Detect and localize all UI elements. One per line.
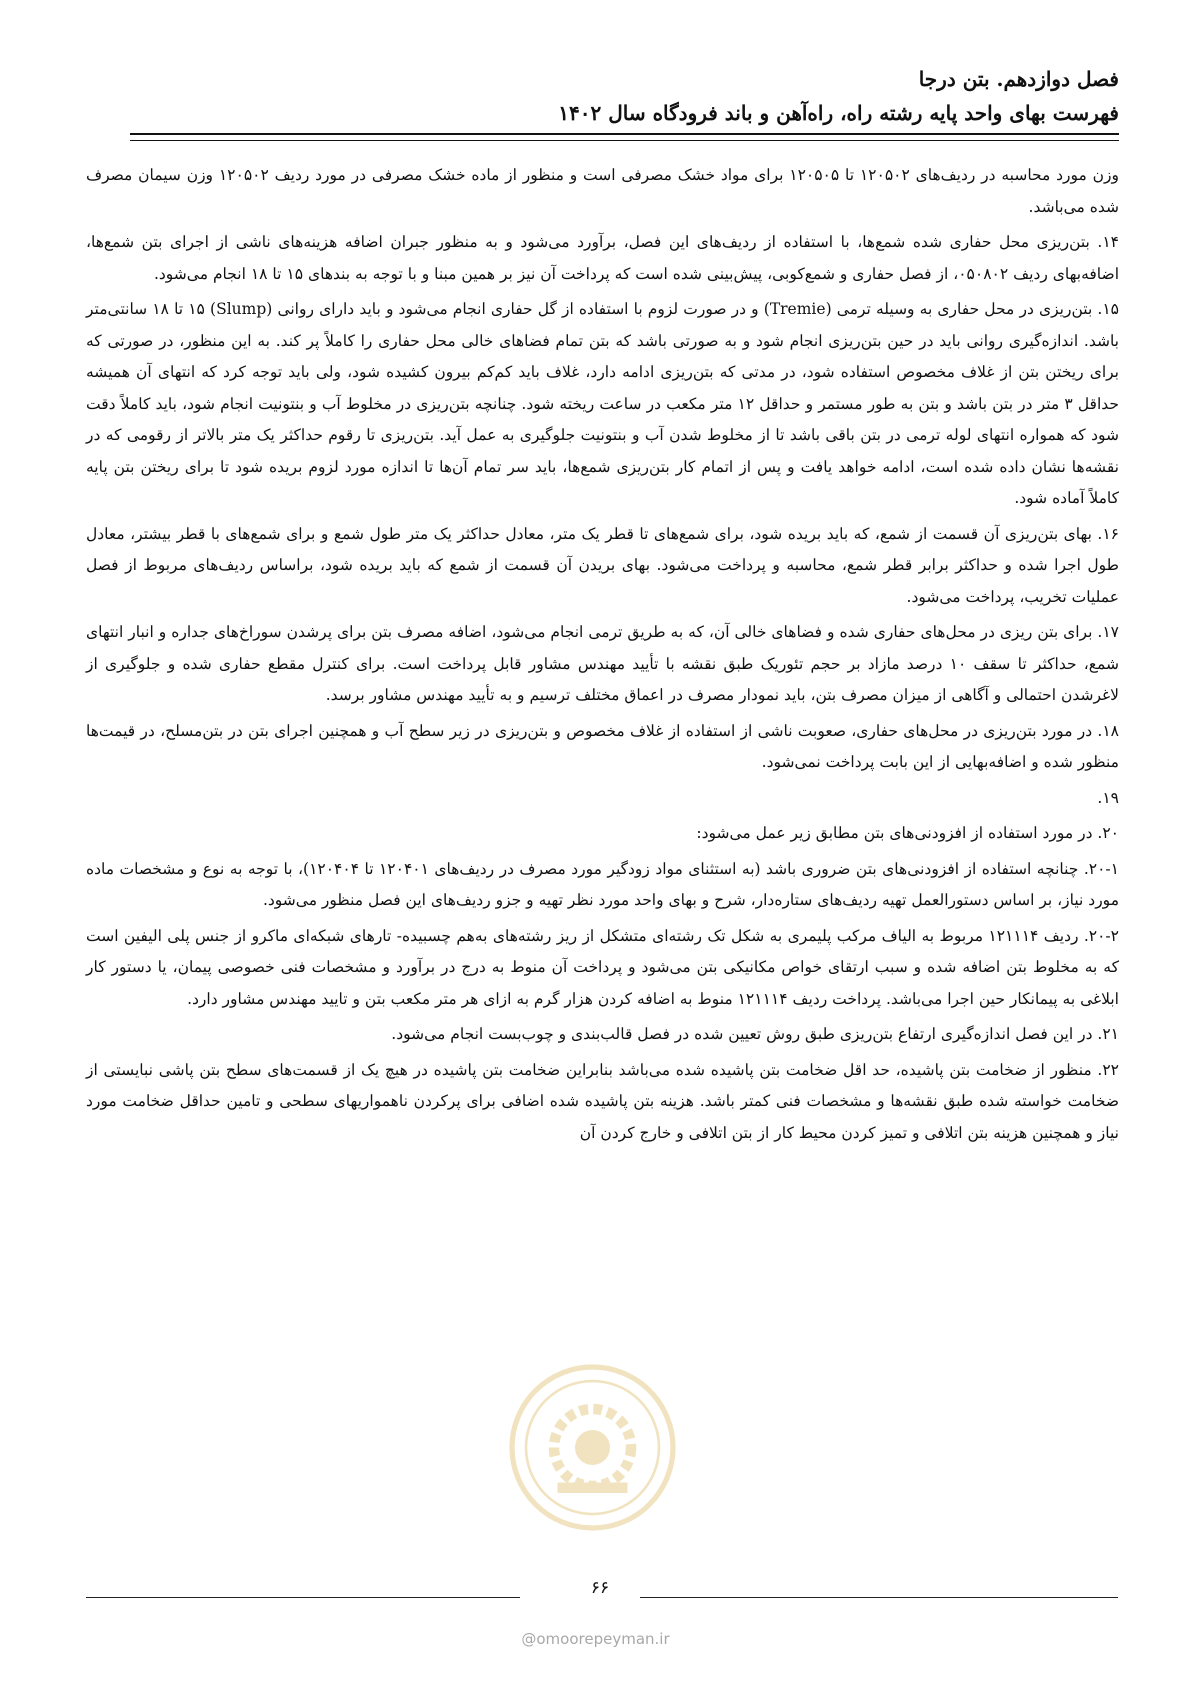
- paragraph-15: ۱۵. بتن‌ریزی در محل حفاری به وسیله ترمی (Tremie) و در صورت لزوم با استفاده از گل حفاری انجام می‌شود و باید دارای روانی (Slump) ۱۵ تا ۱۸ سانتی‌متر باشد. اندازه‌گیری روانی باید در حین بتن‌ریزی انجام شود و به صورتی باشد که بتن تمام فضاهای خالی محل حفاری را کاملاً پر کند. به این منظور، در صورتی که برای ریختن بتن از غلاف مخصوص استفاده شود، در مدتی که بتن‌ریزی ادامه دارد، غلاف باید کم‌کم بیرون کشیده شود، ولی باید توجه کرد که انتهای آن همیشه حداقل ۳ متر در بتن باشد و بتن به طور مستمر و حداقل ۱۲ متر مکعب در ساعت ریخته شود. چنانچه بتن‌ریزی در مخلوط آب و بنتونیت انجام شود، باید کاملاً دقت شود که همواره انتهای لوله ترمی در بتن باقی باشد تا از مخلوط شدن آب و بنتونیت جلوگیری به عمل آید. بتن‌ریزی تا رقوم حداکثر یک متر بالاتر از رقومی که در نقشه‌ها نشان داده شده است، ادامه خواهد یافت و پس از اتمام کار بتن‌ریزی شمع‌ها، باید سر تمام آن‌ها تا اندازه مورد لزوم بریده شود تا برای ریختن بتن پایه کاملاً آماده شود.: [86, 300, 1119, 507]
- paragraph-16: ۱۶. بهای بتن‌ریزی آن قسمت از شمع، که باید بریده شود، برای شمع‌های تا قطر یک متر، معادل حداکثر یک متر طول شمع و برای شمع‌های با قطر بیشتر، معادل طول اجرا شده و حداکثر برابر قطر شمع، محاسبه و پرداخت می‌شود. بهای بریدن آن قسمت از شمع که باید بریده شود، براساس ردیف‌های مربوط از فصل عملیات تخریب، پرداخت می‌شود.: [86, 524, 1119, 606]
- footer-rule-right: [640, 1597, 1118, 1598]
- paragraph-17: ۱۷. برای بتن ریزی در محل‌های حفاری شده و فضاهای خالی آن، که به طریق ترمی انجام می‌شود، اضافه مصرف بتن برای پرشدن سوراخ‌های جداره و انبار انتهای شمع، حداکثر تا سقف ۱۰ درصد مازاد بر حجم تئوریک طبق نقشه با تأیید مهندس مشاور قابل پرداخت است. برای کنترل مقطع حفاری شده و جلوگیری از لاغرشدن احتمالی و آگاهی از میزان مصرف بتن، باید نمودار مصرف در اعماق مختلف ترسیم و به تأیید مهندس مشاور برسد.: [86, 623, 1119, 704]
- paragraph-20-2: ۲۰-۲. ردیف ۱۲۱۱۱۴ مربوط به الیاف مرکب پلیمری به شکل تک رشته‌ای متشکل از ریز رشته‌های به‌هم چسبیده- تارهای شبکه‌ای ماکرو از جنس پلی الیفین است که به مخلوط بتن اضافه شده و سبب ارتقای خواص مکانیکی بتن می‌شود و پرداخت آن منوط به درج در برآورد و مشخصات فنی خصوصی پیمان، یا دستور کار ابلاغی به پیمانکار حین اجرا می‌باشد. پرداخت ردیف ۱۲۱۱۱۴ منوط به اضافه کردن هزار گرم به ازای هر متر مکعب بتن و تایید مهندس مشاور دارد.: [86, 926, 1119, 1008]
- header-divider: [130, 133, 1119, 141]
- paragraph-18: ۱۸. در مورد بتن‌ریزی در محل‌های حفاری، صعوبت ناشی از استفاده از غلاف مخصوص و بتن‌ریزی در زیر سطح آب و همچنین اجرای بتن در بتن‌مسلح، در قیمت‌ها منظور شده و اضافه‌بهایی از این بابت پرداخت نمی‌شود.: [86, 721, 1119, 771]
- page-header: [130, 62, 1119, 130]
- paragraph-22: ۲۲. منظور از ضخامت بتن پاشیده، حد اقل ضخامت بتن پاشیده شده می‌باشد بنابراین ضخامت بتن پاشیده در هیچ یک از قسمت‌های سطح بتن پاشی نبایستی از ضخامت خواسته شده طبق نقشه‌ها و مشخصات فنی کمتر باشد. هزینه بتن پاشیده شده اضافی برای پرکردن ناهمواریهای سطحی و تامین حداقل ضخامت مورد نیاز و همچنین هزینه بتن اتلافی و تمیز کردن محیط کار از بتن اتلافی و خارج کردن آن: [86, 1060, 1119, 1142]
- page-number: ۶۶: [590, 1578, 610, 1598]
- paragraph-21: ۲۱. در این فصل اندازه‌گیری ارتفاع بتن‌ریزی طبق روش تعیین شده در فصل قالب‌بندی و چوب‌بست انجام می‌شود.: [391, 1025, 1119, 1043]
- body-text: [86, 160, 1119, 1153]
- watermark-seal-logo: [505, 1360, 680, 1535]
- paragraph-continuation: وزن مورد محاسبه در ردیف‌های ۱۲۰۵۰۲ تا ۱۲۰۵۰۵ برای مواد خشک مصرفی است و منظور از ماده خشک مصرفی در مورد ردیف ۱۲۰۵۰۲ وزن سیمان مصرف شده می‌باشد.: [86, 166, 1119, 216]
- paragraph-20: ۲۰. در مورد استفاده از افزودنی‌های بتن مطابق زیر عمل می‌شود:: [696, 824, 1119, 842]
- paragraph-19: ۱۹.: [1097, 788, 1119, 807]
- footer-rule-left: [86, 1597, 520, 1598]
- paragraph-20-1: ۲۰-۱. چنانچه استفاده از افزودنی‌های بتن ضروری باشد (به استثنای مواد زودگیر مورد مصرف در ردیف‌های ۱۲۰۴۰۱ تا ۱۲۰۴۰۴)، با توجه به نوع و مشخصات ماده مورد نیاز، بر اساس دستورالعمل تهیه ردیف‌های ستاره‌دار، شرح و بهای واحد مورد نظر تهیه و جزو ردیف‌های این فصل منظور می‌شود.: [86, 859, 1119, 909]
- book-title: فهرست بهای واحد پایه رشته راه، راه‌آهن و باند فرودگاه سال ۱۴۰۲: [558, 101, 1119, 125]
- chapter-title: فصل دوازدهم. بتن درجا: [918, 67, 1119, 91]
- paragraph-14: ۱۴. بتن‌ریزی محل حفاری شده شمع‌ها، با استفاده از ردیف‌های این فصل، برآورد می‌شود و به منظور جبران اضافه هزینه‌های ناشی از اجرای بتن شمع‌ها، اضافه‌بهای ردیف ۰۵۰۸۰۲، از فصل حفاری و شمع‌کوبی، پیش‌بینی شده است که پرداخت آن نیز بر همین مبنا و با توجه به بندهای ۱۵ تا ۱۸ انجام می‌شود.: [86, 233, 1119, 283]
- watermark-url: @omoorepeyman.ir: [521, 1630, 670, 1648]
